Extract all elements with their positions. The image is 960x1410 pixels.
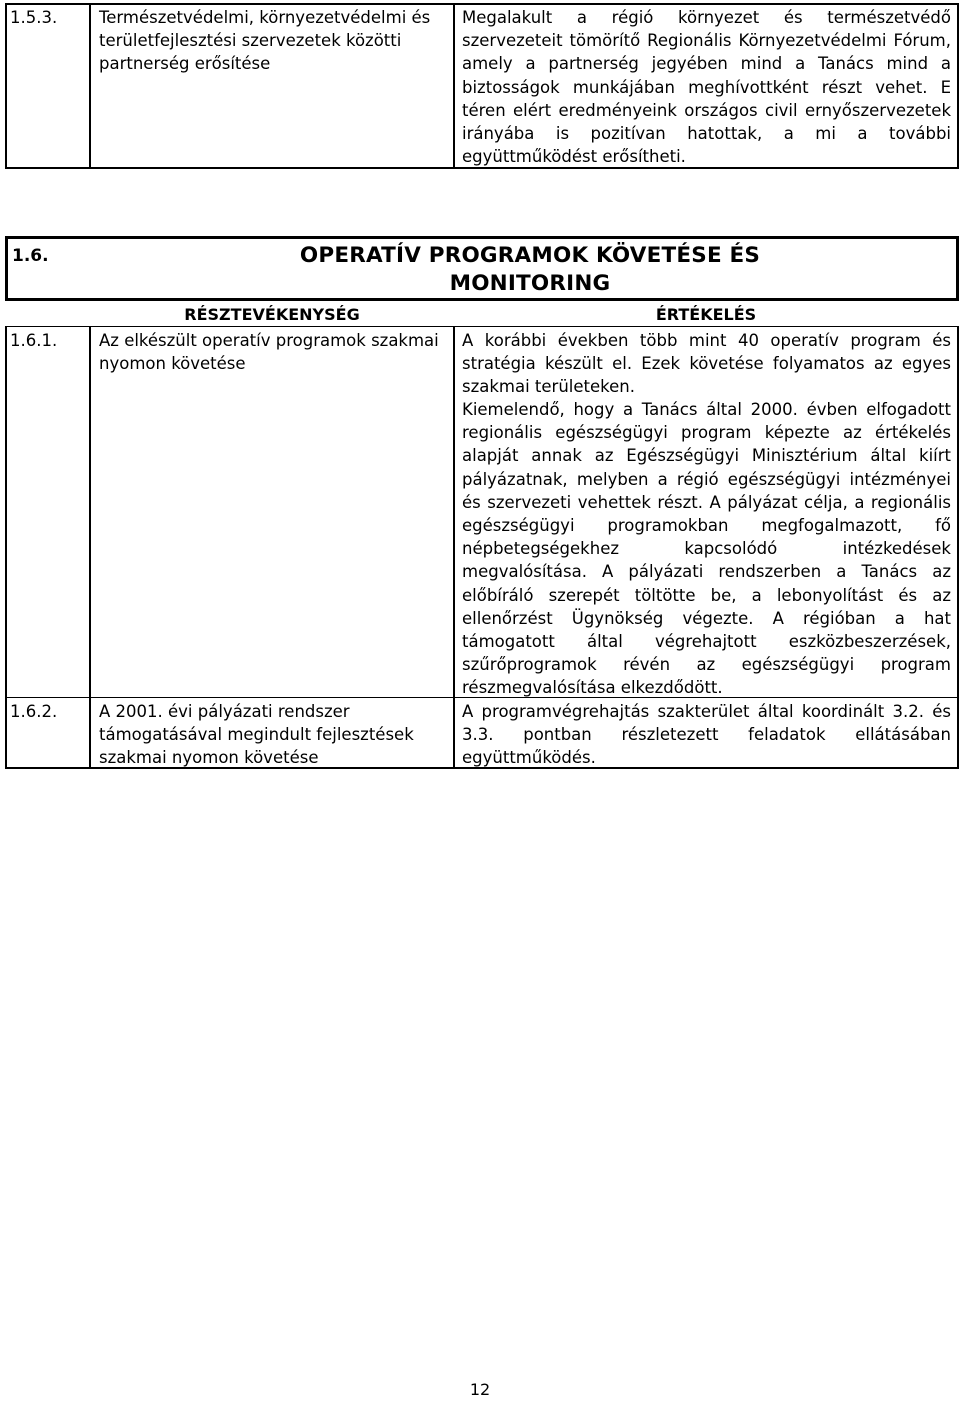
section-border-right — [956, 236, 959, 301]
row-evaluation-paragraph: Kiemelendő, hogy a Tanács által 2000. évben elfogadott regionális egészségügyi program képezte az értékelés alapját annak az Egészségügyi Minisztérium által kiírt pályázatnak, melyben a régió egészségügyi intézményei és szervezeti vehettek részt. A pályázat célja, a regionális egészségügyi programokban megfogalmazott, fő népbetegségekhez kapcsolódó intézkedések megvalósítása. A pályázati rendszerben a Tanács az előbíráló szerepét töltötte be, a lebonyolítást és az ellenőrzést Ügynökség végezte. A régióban a hat támogatott által végrehajtott eszközbeszerzések, szűrőprogramok révén az egészségügyi program részmegvalósítása elkezdődött. — [462, 400, 951, 698]
top-row-evaluation: Megalakult a régió környezet és természetvédő szervezeteit tömörítő Regionális Környezetvédelmi Fórum, amely a partnerség jegyében mind a Tanács mind a biztosságok munkájában meghívottként részt vehet. E téren elért eredményeink országos civil ernyőszervezetek irányába is pozitívan hatottak, a mi a további együttműködést erősítheti. — [462, 8, 951, 167]
top-table-border-right — [957, 3, 959, 169]
section-number: 1.6. — [12, 246, 49, 266]
column-header-evaluation: ÉRTÉKELÉS — [655, 305, 757, 324]
body-border-left — [5, 326, 7, 769]
row-activity: A 2001. évi pályázati rendszer támogatásával megindult fejlesztések szakmai nyomon követése — [99, 702, 414, 768]
page-number: 12 — [469, 1380, 491, 1399]
row-activity: Az elkészült operatív programok szakmai nyomon követése — [99, 331, 439, 374]
body-divider1 — [89, 326, 91, 769]
column-header-bottom-line — [5, 326, 959, 327]
section-border-top — [5, 236, 959, 239]
top-table-border-left — [5, 3, 7, 169]
row-number: 1.6.2. — [10, 702, 58, 721]
top-table-border-divider1 — [89, 3, 91, 169]
top-table-border-top — [5, 3, 959, 5]
body-divider2 — [453, 326, 455, 769]
row-evaluation-paragraph: A programvégrehajtás szakterület által koordinált 3.2. és 3.3. pontban részletezett feladatok ellátásában együttműködés. — [462, 702, 951, 768]
section-heading-bottom-line — [5, 298, 959, 301]
body-border-right — [957, 326, 959, 769]
top-row-activity: Természetvédelmi, környezetvédelmi és területfejlesztési szervezetek közötti partnerség erősítése — [99, 8, 431, 74]
top-table-border-divider2 — [453, 3, 455, 169]
row-number: 1.6.1. — [10, 331, 58, 350]
section-title: OPERATÍV PROGRAMOK KÖVETÉSE ÉS MONITORING — [299, 243, 761, 296]
row-evaluation-paragraph: A korábbi években több mint 40 operatív program és stratégia készült el. Ezek követése folyamatos az egyes szakmai területeken. — [462, 331, 951, 397]
column-header-activity: RÉSZTEVÉKENYSÉG — [184, 305, 360, 324]
top-row-number: 1.5.3. — [10, 8, 58, 27]
section-border-left — [5, 236, 8, 301]
